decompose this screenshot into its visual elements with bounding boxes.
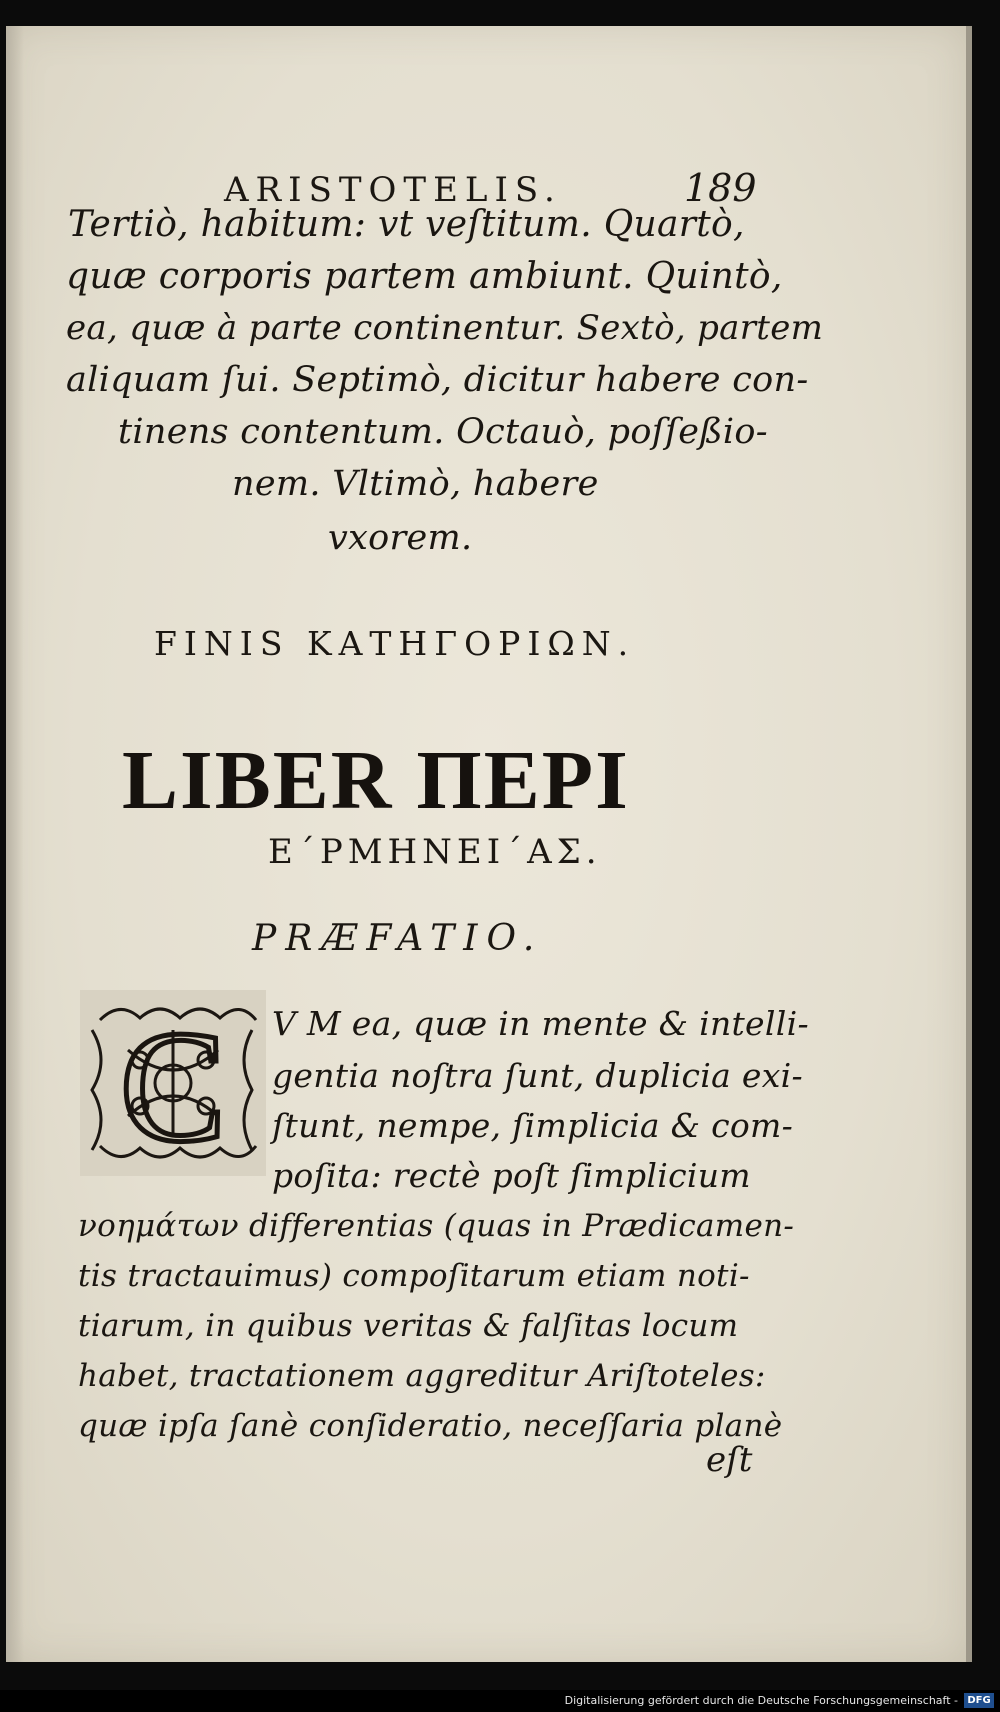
text-line: vxorem.	[328, 518, 473, 558]
book-subtitle: Ε΄ΡΜΗΝΕΙ΄ΑΣ.	[268, 832, 602, 872]
text-line: habet, tractationem aggreditur Ariſtoteles:	[78, 1358, 766, 1394]
text-line: νοημάτων differentias (quas in Prædicamen-	[78, 1208, 795, 1244]
text-line: aliquam ſui. Septimò, dicitur habere con-	[66, 360, 809, 400]
catchword: eſt	[706, 1440, 753, 1480]
book-page	[6, 26, 972, 1662]
ornamental-drop-cap-icon	[80, 990, 266, 1176]
book-title: LIBER ΠΕΡΙ	[122, 734, 630, 827]
drop-cap-letter: C	[119, 997, 227, 1175]
text-line: tiarum, in quibus veritas & falſitas locum	[78, 1308, 739, 1344]
text-line: ea, quæ à parte continentur. Sextò, partem	[66, 308, 824, 348]
text-line: quæ ipſa ſanè conſideratio, neceſſaria planè	[78, 1408, 783, 1444]
text-line: ſtunt, nempe, ſimplicia & com-	[272, 1106, 794, 1145]
funding-credit: Digitalisierung gefördert durch die Deutsche Forschungsgemeinschaft -	[564, 1694, 958, 1707]
page-number: 189	[684, 166, 757, 210]
text-line: poſita: rectè poſt ſimplicium	[272, 1156, 751, 1195]
text-line: nem. Vltimò, habere	[232, 464, 599, 504]
finis-line: FINIS ΚΑΤΗΓΟΡΙΩΝ.	[154, 624, 636, 663]
text-line: V M ea, quæ in mente & intelli-	[272, 1004, 809, 1043]
text-line: Tertiò, habitum: vt veſtitum. Quartò,	[68, 204, 745, 245]
footer-bar	[0, 1690, 1000, 1712]
page-header	[6, 146, 966, 210]
text-line: gentia noſtra ſunt, duplicia exi-	[272, 1056, 803, 1095]
text-line: tinens contentum. Octauò, poſſeßio-	[118, 412, 768, 452]
running-head: ARISTOTELIS.	[224, 170, 562, 210]
decorated-initial	[80, 990, 266, 1176]
text-line: quæ corporis partem ambiunt. Quintò,	[66, 256, 783, 297]
section-heading: PRÆFATIO.	[252, 918, 544, 959]
dfg-logo: DFG	[964, 1693, 994, 1708]
page-gutter-shadow	[6, 26, 24, 1662]
text-line: tis tractauimus) compoſitarum etiam noti-	[78, 1258, 750, 1294]
